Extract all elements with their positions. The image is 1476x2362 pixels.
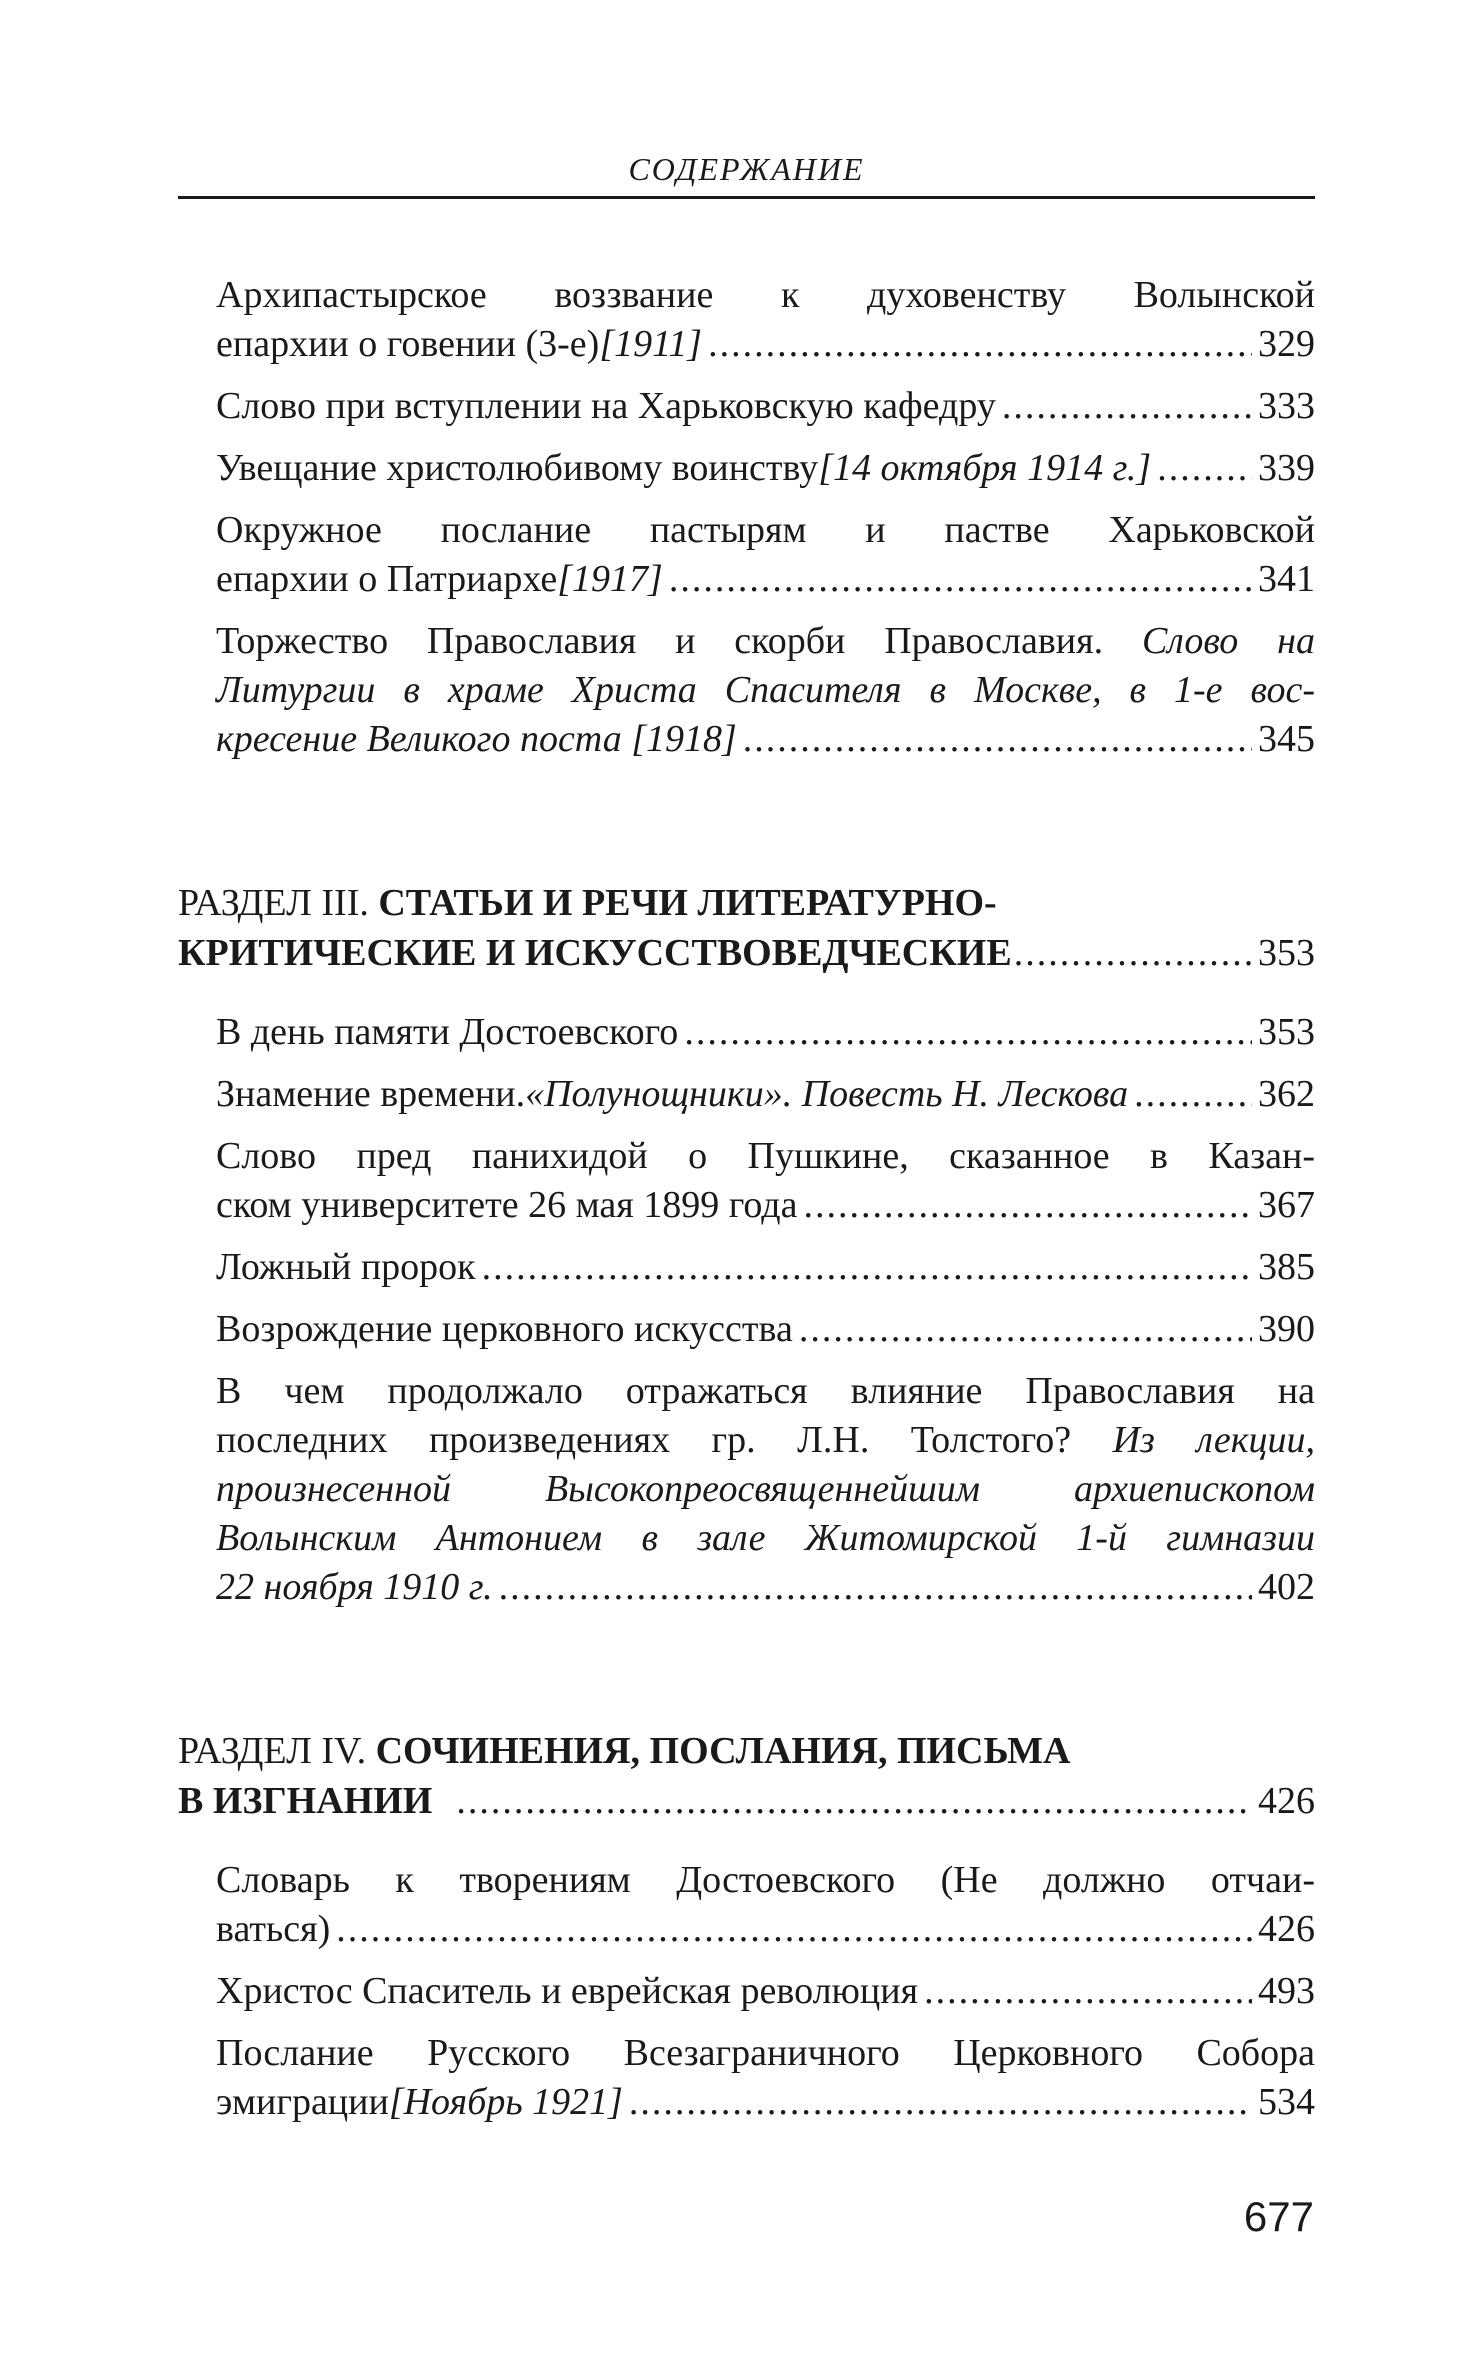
toc-page-number: 345 xyxy=(1258,718,1315,760)
toc-entry-line: Архипастырское воззвание к духовенству Волынской xyxy=(216,274,1315,316)
toc-entry-line: Словарь к творениям Достоевского (Не должно отчаи- xyxy=(216,1859,1315,1901)
dot-leader xyxy=(629,2078,1252,2127)
toc-entry-line xyxy=(216,2078,1315,2127)
toc-page-number: 353 xyxy=(1258,932,1315,974)
toc-page-number: 362 xyxy=(1258,1073,1315,1115)
dot-leader xyxy=(1157,444,1252,493)
toc-entry-line xyxy=(216,1305,1315,1354)
toc-entry[interactable] xyxy=(216,1132,1315,1230)
running-head: СОДЕРЖАНИЕ xyxy=(178,150,1315,199)
toc-entry-text: эмиграции xyxy=(216,2081,389,2123)
toc-entry-line xyxy=(216,444,1315,493)
toc-entry-line xyxy=(216,382,1315,431)
toc-entry[interactable] xyxy=(216,1070,1315,1119)
toc-entry-subtitle: кресение Великого поста [1918] xyxy=(216,718,737,760)
toc-page xyxy=(178,150,1315,2140)
toc-entry-line xyxy=(216,1181,1315,1230)
toc-entries-top xyxy=(178,271,1315,764)
toc-entry-line: Литургии в храме Христа Спасителя в Москве, в 1-е вос- xyxy=(216,669,1315,711)
section-heading-line xyxy=(178,1726,1315,1776)
toc-entry-text: Увещание христолюбивому воинству xyxy=(216,447,819,489)
toc-entry[interactable] xyxy=(216,382,1315,431)
section-label: РАЗДЕЛ IV. xyxy=(178,1730,376,1772)
toc-entry[interactable] xyxy=(216,1008,1315,1057)
toc-entry-line xyxy=(216,715,1315,764)
toc-entry-date: [1911] xyxy=(599,323,703,365)
toc-entry-line xyxy=(216,1070,1315,1119)
section-title: СТАТЬИ И РЕЧИ ЛИТЕРАТУРНО- xyxy=(378,882,997,924)
toc-entry-line xyxy=(216,1905,1315,1954)
toc-page-number: 333 xyxy=(1258,385,1315,427)
toc-entry-line xyxy=(216,1008,1315,1057)
toc-entry[interactable] xyxy=(216,617,1315,764)
toc-entry-line xyxy=(216,555,1315,604)
dot-leader xyxy=(708,320,1252,369)
dot-leader xyxy=(743,715,1252,764)
section-heading-line xyxy=(178,1776,1315,1826)
toc-entry-line: Окружное послание пастырям и пастве Харьковской xyxy=(216,509,1315,551)
toc-entry-line: Волынским Антонием в зале Житомирской 1-й гимназии xyxy=(216,1517,1315,1559)
section-heading-3[interactable] xyxy=(178,878,1315,978)
toc-entry-line xyxy=(216,1563,1315,1612)
toc-page-number: 426 xyxy=(1258,1908,1315,1950)
toc-page-number: 341 xyxy=(1258,558,1315,600)
toc-page-number: 426 xyxy=(1258,1780,1315,1822)
toc-entry-text: Христос Спаситель и еврейская революция xyxy=(216,1970,919,2012)
dot-leader xyxy=(799,1305,1252,1354)
toc-page-number: 493 xyxy=(1258,1970,1315,2012)
toc-page-number: 385 xyxy=(1258,1246,1315,1288)
toc-entry[interactable] xyxy=(216,506,1315,604)
toc-entry-subtitle: Из лекции, xyxy=(1112,1419,1315,1461)
dot-leader xyxy=(804,1181,1252,1230)
dot-leader xyxy=(924,1967,1252,2016)
toc-page-number: 339 xyxy=(1258,447,1315,489)
dot-leader xyxy=(336,1905,1252,1954)
section-title: КРИТИЧЕСКИЕ И ИСКУССТВОВЕДЧЕСКИЕ xyxy=(178,932,1012,974)
toc-entry-date: [Ноябрь 1921] xyxy=(388,2081,623,2123)
toc-entry-text: Знамение времени. xyxy=(216,1073,526,1115)
toc-entry-date: [14 октября 1914 г.] xyxy=(818,447,1152,489)
dot-leader xyxy=(669,555,1252,604)
toc-entries-section-4 xyxy=(178,1856,1315,2127)
toc-entry-text: епархии о Патриархе xyxy=(216,558,558,600)
toc-page-number: 353 xyxy=(1258,1011,1315,1053)
toc-entry-line xyxy=(216,1416,1315,1465)
toc-entry-line: В чем продолжало отражаться влияние Православия на xyxy=(216,1370,1315,1412)
dot-leader xyxy=(499,1563,1252,1612)
toc-entry-text: Возрождение церковного искусства xyxy=(216,1308,793,1350)
toc-page-number: 367 xyxy=(1258,1184,1315,1226)
toc-entry-line xyxy=(216,1967,1315,2016)
toc-entry-date: [1917] xyxy=(557,558,663,600)
toc-entry-line xyxy=(216,617,1315,666)
toc-entry-text: ваться) xyxy=(216,1908,331,1950)
section-heading-line xyxy=(178,928,1315,978)
toc-entry[interactable] xyxy=(216,271,1315,369)
toc-entry-text: Слово при вступлении на Харьковскую кафедру xyxy=(216,385,996,427)
toc-entry[interactable] xyxy=(216,1967,1315,2016)
toc-entry-line: Слово пред панихидой о Пушкине, сказанное в Казан- xyxy=(216,1135,1315,1177)
toc-entry-text: епархии о говении (3-е) xyxy=(216,323,600,365)
dot-leader xyxy=(1134,1070,1252,1119)
toc-entry[interactable] xyxy=(216,444,1315,493)
toc-entry[interactable] xyxy=(216,1243,1315,1292)
section-heading-line xyxy=(178,878,1315,928)
section-title: В ИЗГНАНИИ xyxy=(178,1780,433,1822)
toc-entry[interactable] xyxy=(216,1367,1315,1612)
toc-entry[interactable] xyxy=(216,1856,1315,1954)
toc-entry-text: Ложный пророк xyxy=(216,1246,476,1288)
dot-leader xyxy=(1002,382,1252,431)
page-number: 677 xyxy=(1243,2193,1314,2240)
toc-entry-text: В день памяти Достоевского xyxy=(216,1011,679,1053)
toc-page-number: 534 xyxy=(1258,2081,1315,2123)
toc-entry-subtitle: Слово на xyxy=(1141,620,1315,662)
toc-entry-line xyxy=(216,320,1315,369)
dot-leader xyxy=(482,1243,1252,1292)
section-title: СОЧИНЕНИЯ, ПОСЛАНИЯ, ПИСЬМА xyxy=(375,1730,1071,1772)
toc-page-number: 402 xyxy=(1258,1566,1315,1608)
toc-page-number: 390 xyxy=(1258,1308,1315,1350)
dot-leader xyxy=(684,1008,1252,1057)
toc-entry-line: Послание Русского Всезаграничного Церковного Собора xyxy=(216,2032,1315,2074)
dot-leader xyxy=(1014,928,1256,978)
toc-page-number: 329 xyxy=(1258,323,1315,365)
toc-entry-text: Торжество Православия и скорби Православия. xyxy=(216,620,1142,662)
dot-leader xyxy=(456,1776,1252,1826)
toc-entry-line: произнесенной Высокопреосвященнейшим архиепископом xyxy=(216,1468,1315,1510)
section-label: РАЗДЕЛ III. xyxy=(178,882,379,924)
toc-entry-line xyxy=(216,1243,1315,1292)
section-heading-4[interactable] xyxy=(178,1726,1315,1826)
toc-entries-section-3 xyxy=(178,1008,1315,1612)
toc-entry-subtitle: 22 ноября 1910 г. xyxy=(216,1566,493,1608)
toc-entry[interactable] xyxy=(216,1305,1315,1354)
toc-entry[interactable] xyxy=(216,2029,1315,2127)
toc-entry-text: ском университете 26 мая 1899 года xyxy=(216,1184,798,1226)
toc-entry-subtitle: «Полунощники». Повесть Н. Лескова xyxy=(525,1073,1129,1115)
toc-entry-text: последних произведениях гр. Л.Н. Толстого? xyxy=(216,1419,1113,1461)
